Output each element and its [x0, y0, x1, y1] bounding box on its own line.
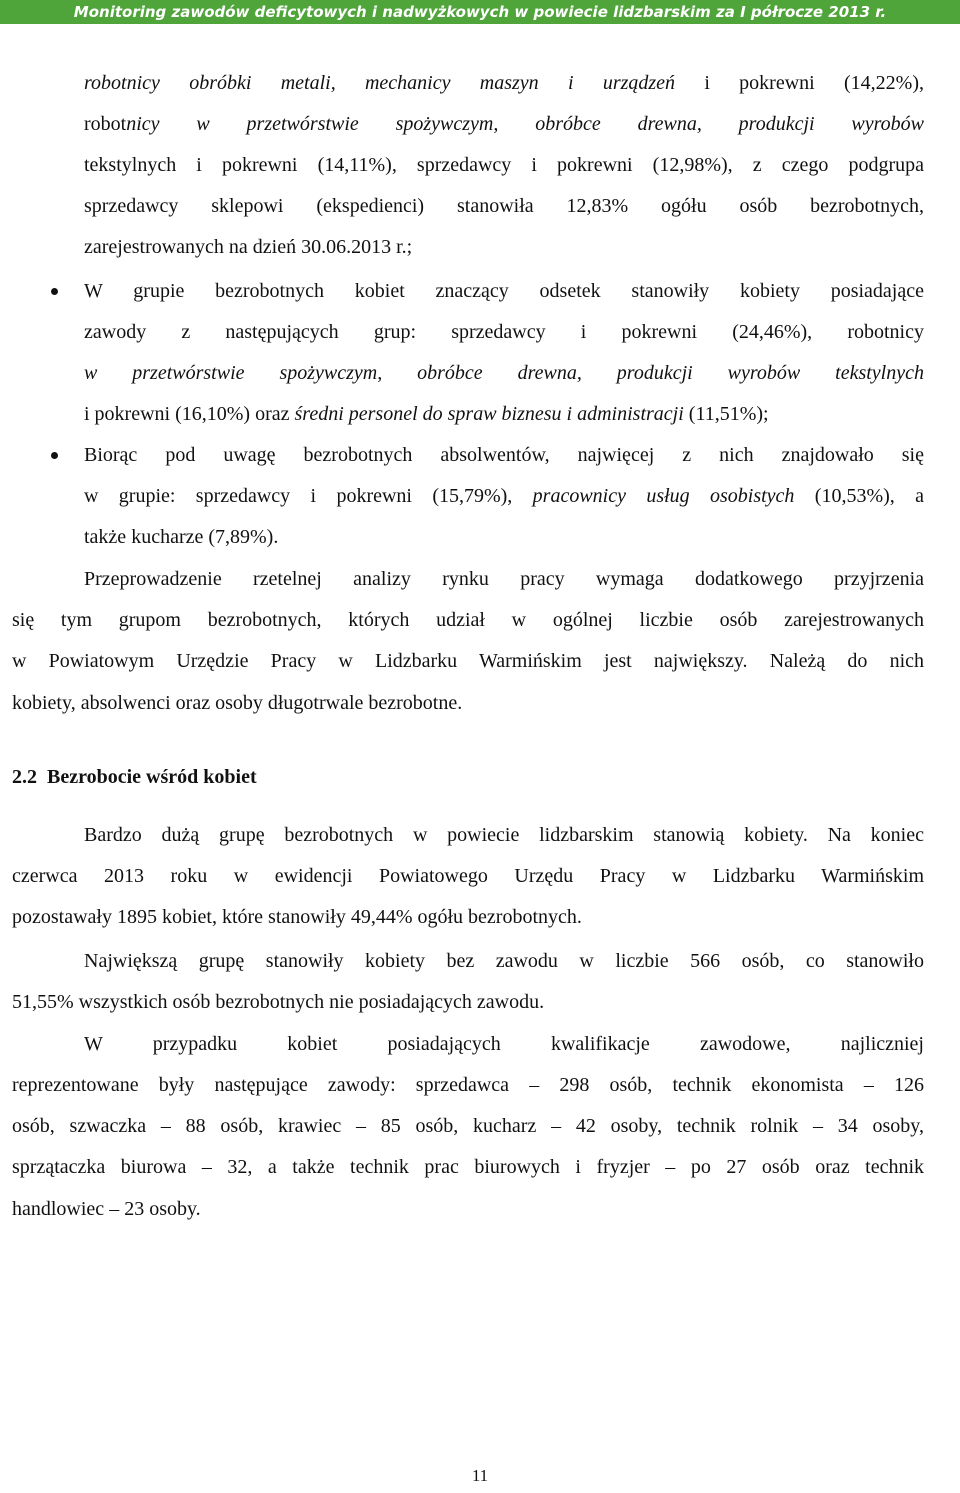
bullet-line: w grupie: sprzedawcy i pokrewni (15,79%), pracownicy usług osobistych (10,53%), a: [84, 485, 924, 507]
bullet-line: w przetwórstwie spożywczym, obróbce drewna, produkcji wyrobów tekstylnych: [84, 362, 924, 384]
paragraph-line: Największą grupę stanowiły kobiety bez zawodu w liczbie 566 osób, co stanowiło: [84, 950, 924, 972]
bullet-line: także kucharze (7,89%).: [84, 526, 279, 548]
list-continuation-line: robotnicy w przetwórstwie spożywczym, obróbce drewna, produkcji wyrobów: [84, 113, 924, 135]
list-continuation-line: robotnicy obróbki metali, mechanicy maszyn i urządzeń i pokrewni (14,22%),: [84, 72, 924, 94]
list-continuation-line: zarejestrowanych na dzień 30.06.2013 r.;: [84, 236, 413, 258]
paragraph-line: Bardzo dużą grupę bezrobotnych w powiecie lidzbarskim stanowią kobiety. Na koniec: [84, 824, 924, 846]
paragraph-line: handlowiec – 23 osoby.: [12, 1198, 201, 1220]
page-number: 11: [471, 1466, 489, 1485]
paragraph-line: 51,55% wszystkich osób bezrobotnych nie posiadających zawodu.: [12, 991, 545, 1013]
bullet-icon: [51, 288, 58, 295]
bullet-icon: [51, 452, 58, 459]
paragraph-line: się tym grupom bezrobotnych, których udział w ogólnej liczbie osób zarejestrowanych: [12, 609, 924, 631]
list-continuation-line: tekstylnych i pokrewni (14,11%), sprzedawcy i pokrewni (12,98%), z czego podgrupa: [84, 154, 924, 176]
paragraph-line: sprzątaczka biurowa – 32, a także technik prac biurowych i fryzjer – po 27 osób oraz technik: [12, 1156, 924, 1178]
paragraph-line: pozostawały 1895 kobiet, które stanowiły 49,44% ogółu bezrobotnych.: [12, 906, 582, 928]
paragraph-line: Przeprowadzenie rzetelnej analizy rynku pracy wymaga dodatkowego przyjrzenia: [84, 568, 924, 590]
paragraph-line: osób, szwaczka – 88 osób, krawiec – 85 osób, kucharz – 42 osoby, technik rolnik – 34 osoby,: [12, 1115, 924, 1137]
list-continuation-line: sprzedawcy sklepowi (ekspedienci) stanowiła 12,83% ogółu osób bezrobotnych,: [84, 195, 924, 217]
bullet-line: W grupie bezrobotnych kobiet znaczący odsetek stanowiły kobiety posiadające: [84, 280, 924, 302]
section-number: 2.2: [12, 766, 37, 788]
paragraph-line: W przypadku kobiet posiadających kwalifikacje zawodowe, najliczniej: [84, 1033, 924, 1055]
section-heading: [12, 766, 257, 789]
bullet-line: i pokrewni (16,10%) oraz średni personel do spraw biznesu i administracji (11,51%);: [84, 403, 769, 425]
document-header: Monitoring zawodów deficytowych i nadwyżkowych w powiecie lidzbarskim za I półrocze 2013 r.: [0, 0, 960, 24]
paragraph-line: w Powiatowym Urzędzie Pracy w Lidzbarku Warmińskim jest największy. Należą do nich: [12, 650, 924, 672]
paragraph-line: kobiety, absolwenci oraz osoby długotrwale bezrobotne.: [12, 692, 463, 714]
bullet-line: zawody z następujących grup: sprzedawcy i pokrewni (24,46%), robotnicy: [84, 321, 924, 343]
paragraph-line: reprezentowane były następujące zawody: sprzedawca – 298 osób, technik ekonomista – 126: [12, 1074, 924, 1096]
paragraph-line: czerwca 2013 roku w ewidencji Powiatowego Urzędu Pracy w Lidzbarku Warmińskim: [12, 865, 924, 887]
section-title: Bezrobocie wśród kobiet: [47, 766, 257, 788]
bullet-line: Biorąc pod uwagę bezrobotnych absolwentów, najwięcej z nich znajdowało się: [84, 444, 924, 466]
